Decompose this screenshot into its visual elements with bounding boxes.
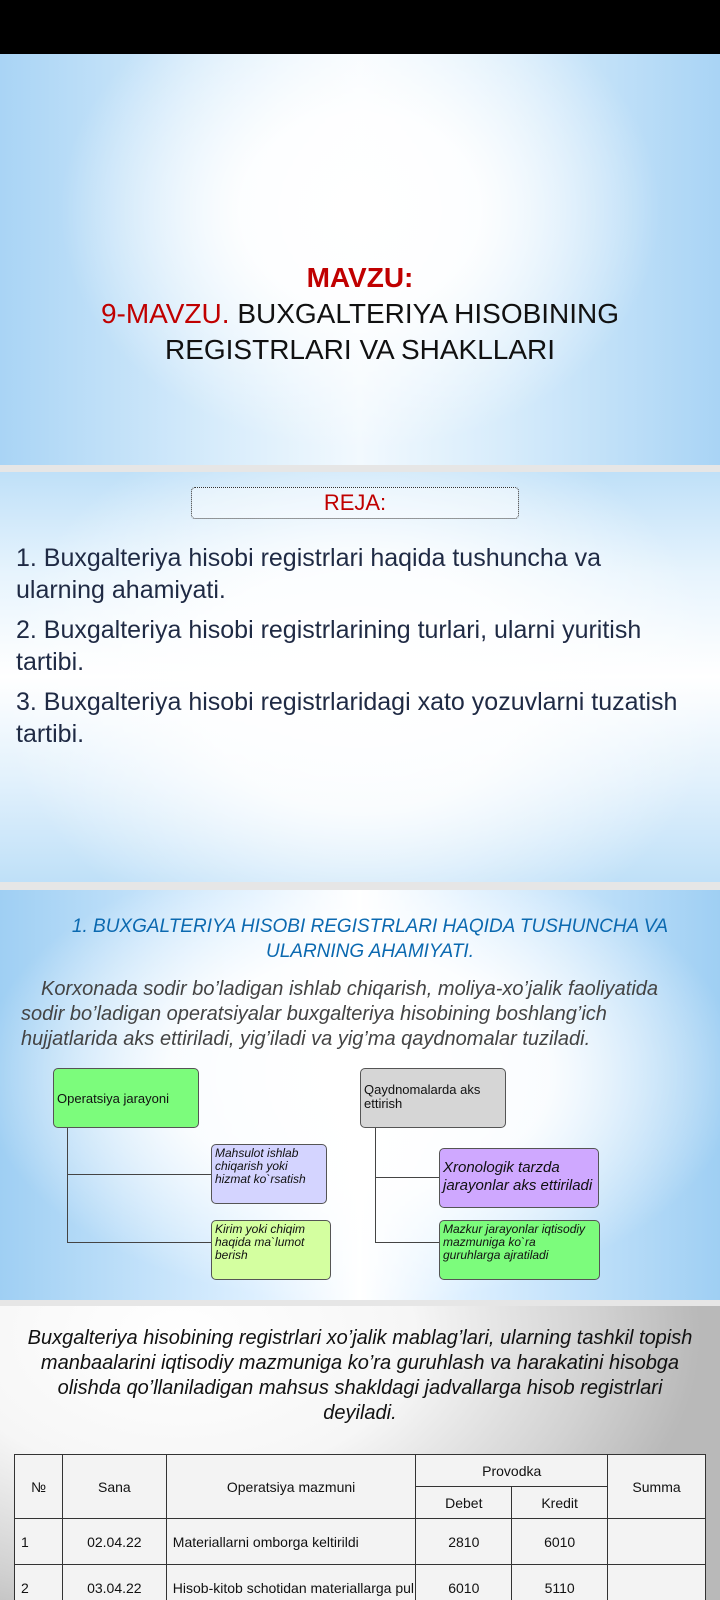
connector-line	[375, 1242, 439, 1243]
col-header-number: №	[15, 1455, 63, 1519]
cell-summa	[608, 1519, 706, 1565]
cell-summa	[608, 1565, 706, 1600]
table-row	[15, 1565, 706, 1600]
cell-debet: 6010	[416, 1565, 512, 1600]
cell-kredit: 5110	[512, 1565, 608, 1600]
definition-text: Buxgalteriya hisobining registrlari xo’jalik mablag’lari, ularning tashkil topish manbaalarini iqtisodiy mazmuniga ko’ra guruhlash va harakatini hisobga olishda qo’llaniladigan mahsus shakldagi jadvallarga hisob registrlari deyiladi.	[27, 1327, 693, 1424]
table-row	[15, 1519, 706, 1565]
concept-paragraph-text: Korxonada sodir bo’ladigan ishlab chiqarish, moliya-xo’jalik faoliyatida sodir bo’ladigan operatsiyalar buxgalteriya hisobining boshlang’ich hujjatlarida aks ettiriladi, yig’iladi va yig’ma qaydnomalar tuziladi.	[21, 978, 659, 1050]
diagram-box-grouping: Mazkur jarayonlar iqtisodiy mazmuniga ko`ra guruhlarga ajratiladi	[439, 1220, 600, 1280]
col-header-date: Sana	[62, 1455, 166, 1519]
col-header-summa: Summa	[608, 1455, 706, 1519]
slide-title[interactable]	[0, 54, 720, 465]
cell-debet: 2810	[416, 1519, 512, 1565]
top-status-bar	[0, 0, 720, 54]
cell-kredit: 6010	[512, 1519, 608, 1565]
plan-item-3: 3. Buxgalteriya hisobi registrlaridagi xato yozuvlarni tuzatish tartibi.	[16, 688, 678, 748]
cell-content: Materiallarni omborga keltirildi	[166, 1519, 416, 1565]
connector-line	[375, 1177, 439, 1178]
connector-line	[67, 1128, 68, 1242]
connector-line	[67, 1242, 211, 1243]
slide-divider	[0, 882, 720, 890]
cell-date: 03.04.22	[62, 1565, 166, 1600]
connector-line	[375, 1128, 376, 1242]
topic-number: 9-MAVZU.	[100, 298, 230, 329]
col-header-content: Operatsiya mazmuni	[166, 1455, 416, 1519]
slide-definition[interactable]	[0, 1306, 720, 1600]
col-header-debet: Debet	[416, 1487, 512, 1519]
cell-number: 2	[15, 1565, 63, 1600]
col-header-kredit: Kredit	[512, 1487, 608, 1519]
connector-line	[67, 1174, 211, 1175]
ledger-table	[14, 1454, 706, 1600]
topic-title	[0, 296, 720, 368]
concept-heading: 1. BUXGALTERIYA HISOBI REGISTRLARI HAQIDA TUSHUNCHA VA ULARNING AHAMIYATI.	[71, 916, 669, 962]
topic-title-line2: REGISTRLARI VA SHAKLLARI	[164, 334, 556, 365]
topic-title-line1: BUXGALTERIYA HISOBINING	[237, 298, 620, 329]
slide-plan[interactable]	[0, 472, 720, 882]
slide-concept[interactable]	[0, 890, 720, 1300]
concept-paragraph	[21, 977, 701, 1052]
plan-item-2: 2. Buxgalteriya hisobi registrlarining turlari, ularni yuritish tartibi.	[16, 616, 642, 676]
diagram-box-registers: Qaydnomalarda aks ettirish	[360, 1068, 506, 1128]
cell-date: 02.04.22	[62, 1519, 166, 1565]
diagram-box-operation-process: Operatsiya jarayoni	[53, 1068, 199, 1128]
topic-label: MAVZU:	[306, 262, 414, 293]
col-header-provodka: Provodka	[416, 1455, 608, 1487]
cell-content: Hisob-kitob schotidan materiallarga pul	[166, 1565, 416, 1600]
plan-item-1: 1. Buxgalteriya hisobi registrlari haqida tushuncha va ularning ahamiyati.	[16, 544, 602, 604]
diagram-box-income-expense: Kirim yoki chiqim haqida ma`lumot berish	[211, 1220, 331, 1280]
diagram-box-chronological: Xronologik tarzda jarayonlar aks ettiriladi	[439, 1148, 599, 1208]
plan-heading: REJA:	[191, 487, 519, 519]
slide-divider	[0, 465, 720, 472]
diagram-box-production: Mahsulot ishlab chiqarish yoki hizmat ko`rsatish	[211, 1144, 327, 1204]
cell-number: 1	[15, 1519, 63, 1565]
